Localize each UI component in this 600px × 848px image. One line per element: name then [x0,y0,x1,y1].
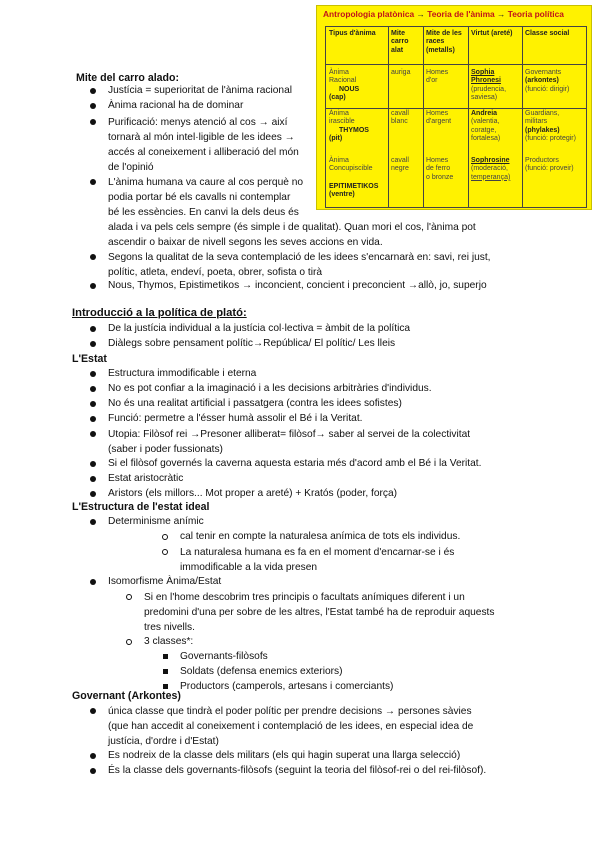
row3-races: Homes de ferro o bronze [426,157,454,181]
bullet [90,341,96,347]
estat-bullet-2: No es pot confiar a la imaginació i a les decisions arbitràries d'individus. [108,383,432,394]
bullet [90,401,96,407]
row1-virtut: Sophia Phronesi (prudencia, saviesa) [471,69,507,102]
bullet [90,519,96,525]
bullet [90,461,96,467]
estructura-sub-3: Si en l'home descobrim tres principis o facultats anímiques diferent i un predomini d'una per sobre de les altres, l'Estat també ha de reproduir aquests tres nivells. [144,592,495,633]
estat-bullet-1: Estructura immodificable i eterna [108,368,257,379]
estructura-sub-4: 3 classes*: [144,636,194,647]
square-bullet [163,654,168,659]
governant-bullet-1: única classe que tindrà el poder polític per prendre decisions → persones sàvies (que han accedit al coneixement i contemplació de les idees, en especial idea de justícia, d'ordre i d'Estat) [108,706,474,747]
bullet [90,708,96,714]
row1-carro: auriga [391,69,411,76]
bullet [90,119,96,125]
table-title: Antropologia platònica → Teoria de l'ànima → Teoria política [323,9,564,19]
class-item-2: Soldats (defensa enemics exteriors) [180,666,343,677]
estat-heading: L'Estat [72,353,107,365]
estat-bullet-3: No és una realitat artificial i passatgera (contra les idees sofistes) [108,398,402,409]
governant-bullet-2: Es nodreix de la classe dels militars (els qui hagin superat una llarga selecció) [108,750,461,761]
estructura-sub-2: La naturalesa humana es fa en el moment d'encarnar-se i és immodificable a la vida presen [180,547,455,573]
bullet [90,579,96,585]
header-tipus: Tipus d'ànima [329,30,376,37]
mite-bullet-4: L'ànima humana va caure al cos perquè no podia portar bé els cavalls ni contemplar bé les essències. En canvi la dels deus és alada i va pels cels sempre (és simple i de qualitat). Quan mori el cos, l'ànima pot ascendir o baixar de nivell segons les seves accions en vida. [108,177,476,248]
sub-bullet [162,549,168,555]
header-virtut: Virtut (areté) [471,30,513,37]
row2-races: Homes d'argent [426,110,452,126]
estructura-heading: L'Estructura de l'estat ideal [72,501,210,513]
governant-bullet-3: És la classe dels governants-filòsofs (seguint la teoria del filòsof-rei o del rei-filòsof). [108,765,487,776]
bullet [90,768,96,774]
bullet [90,491,96,497]
header-carro: Mite carro alat [391,30,409,54]
row2-carro: cavall blanc [391,110,409,126]
bullet [90,326,96,332]
governant-heading: Governant (Arkontes) [72,690,181,702]
row1-classe: Governants (arkontes) (funció: dirigir) [525,69,570,93]
bullet [90,386,96,392]
square-bullet [163,669,168,674]
row3-virtut: Sophrosine (moderació, temperança) [471,157,511,181]
intro-bullet-2: Diàlegs sobre pensament polític→República/ El polític/ Les lleis [108,338,396,349]
row2-classe: Guardians, militars (phylakes) (funció: protegir) [525,110,576,143]
header-classe: Classe social [525,30,570,37]
class-item-3: Productors (camperols, artesans i comerciants) [180,681,394,692]
row2-virtut: Andreia (valentia, coratge, fortalesa) [471,110,501,143]
estat-bullet-6: Si el filòsof governés la caverna aquesta estaria més d'acord amb el Bé i la Veritat. [108,458,482,469]
bullet [90,283,96,289]
sub-bullet [126,639,132,645]
class-item-1: Governants-filòsofs [180,651,268,662]
mite-bullet-2: Ànima racional ha de dominar [108,100,244,111]
bullet [90,371,96,377]
row1-races: Homes d'or [426,69,449,85]
row1-tipus: Ànima Racional NOUS (cap) [329,69,360,102]
sub-bullet [162,534,168,540]
bullet [90,416,96,422]
bullet [90,431,96,437]
estat-bullet-4: Funció: permetre a l'ésser humà assolir el Bé i la Veritat. [108,413,363,424]
estructura-sub-1: cal tenir en compte la naturalesa anímica de tots els individus. [180,531,461,542]
bullet [90,254,96,260]
row3-tipus: Ànima Concupiscible EPITIMETIKOS (ventre) [329,157,379,199]
estat-bullet-5: Utopia: Filòsof rei →Presoner alliberat= filòsof→ saber al servei de la colectivitat (saber i poder fussionats) [108,429,471,455]
mite-bullet-5: Segons la qualitat de la seva contemplació de les idees s'encarnarà en: savi, rei just, polític, atleta, endeví, poeta, obrer, sofista o tirà [108,252,491,278]
bullet [90,88,96,94]
mite-bullet-1: Justícia = superioritat de l'ànima racional [108,85,292,96]
row3-classe: Productors (funció: proveir) [525,157,574,173]
sub-bullet [126,594,132,600]
bullet [90,103,96,109]
row3-carro: cavall negre [391,157,409,173]
mite-bullet-6: Nous, Thymos, Epistimetikos → inconcient, concient i preconcient →allò, jo, superjo [108,280,487,291]
mite-bullet-3: Purificació: menys atenció al cos → així tornarà al món intel·ligible de les idees → accés al coneixement i alliberació del món de l'opinió [108,117,299,173]
bullet [90,476,96,482]
estat-bullet-7: Estat aristocràtic [108,473,184,484]
estat-bullet-8: Aristors (els millors... Mot proper a areté) + Kratós (poder, força) [108,488,398,499]
bullet [90,753,96,759]
intro-bullet-1: De la justícia individual a la justícia col·lectiva = àmbit de la política [108,323,411,334]
intro-heading: Introducció a la política de plató: [72,307,247,319]
row2-tipus: Ànima irascible THYMOS (pit) [329,110,369,143]
bullet [90,179,96,185]
mite-heading: Mite del carro alado: [76,72,180,84]
header-races: Mite de les races (metalls) [426,30,462,54]
estructura-bullet-2: Isomorfisme Ànima/Estat [108,576,222,587]
estructura-bullet-1: Determinisme anímic [108,516,204,527]
